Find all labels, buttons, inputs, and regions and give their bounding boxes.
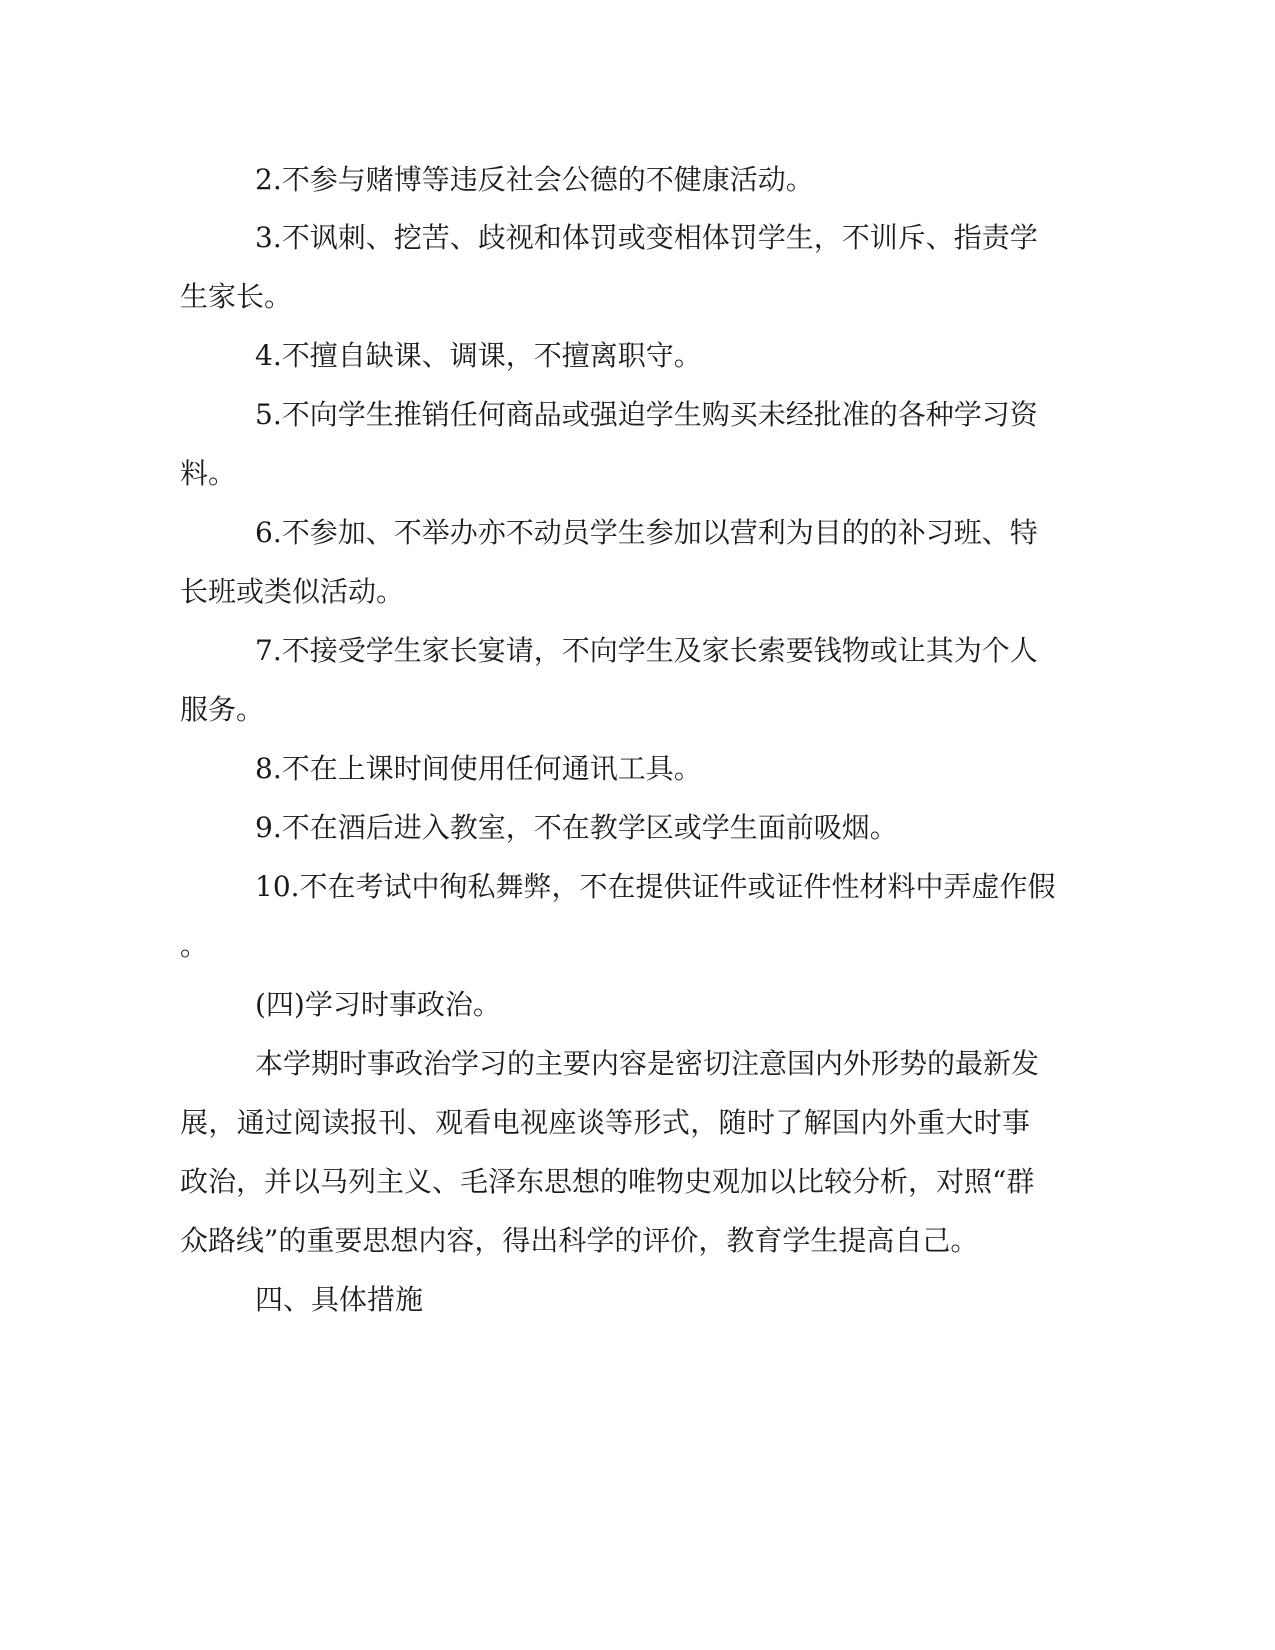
- item-3-line-1: 3.不讽刺、挖苦、歧视和体罚或变相体罚学生，不训斥、指责学: [255, 221, 1038, 254]
- item-10-line-2: 。: [180, 929, 209, 962]
- item-6-line-1: 6.不参加、不举办亦不动员学生参加以营利为目的的补习班、特: [255, 516, 1038, 549]
- item-8-line: 8.不在上课时间使用任何通讯工具。: [255, 752, 702, 785]
- item-6-line-2: 长班或类似活动。: [180, 575, 405, 608]
- item-4-line: 4.不擅自缺课、调课，不擅离职守。: [255, 339, 702, 372]
- paragraph-line-1: 本学期时事政治学习的主要内容是密切注意国内外形势的最新发: [255, 1047, 1040, 1080]
- section-heading-measures: 四、具体措施: [255, 1283, 424, 1316]
- item-3-line-2: 生家长。: [180, 280, 293, 313]
- item-5-line-2: 料。: [180, 457, 237, 490]
- item-5-line-1: 5.不向学生推销任何商品或强迫学生购买未经批准的各种学习资: [255, 398, 1038, 431]
- paragraph-line-4: 众路线”的重要思想内容，得出科学的评价，教育学生提高自己。: [180, 1224, 979, 1257]
- item-10-line-1: 10.不在考试中徇私舞弊，不在提供证件或证件性材料中弄虚作假: [255, 870, 1056, 903]
- item-7-line-2: 服务。: [180, 693, 265, 726]
- section-heading-current-affairs: (四)学习时事政治。: [255, 988, 501, 1021]
- item-9-line: 9.不在酒后进入教室，不在教学区或学生面前吸烟。: [255, 811, 898, 844]
- paragraph-line-2: 展，通过阅读报刊、观看电视座谈等形式，随时了解国内外重大时事: [180, 1106, 1030, 1139]
- item-2-line: 2.不参与赌博等违反社会公德的不健康活动。: [255, 163, 814, 196]
- paragraph-line-3: 政治，并以马列主义、毛泽东思想的唯物史观加以比较分析，对照“群: [180, 1165, 1035, 1198]
- item-7-line-1: 7.不接受学生家长宴请，不向学生及家长索要钱物或让其为个人: [255, 634, 1038, 667]
